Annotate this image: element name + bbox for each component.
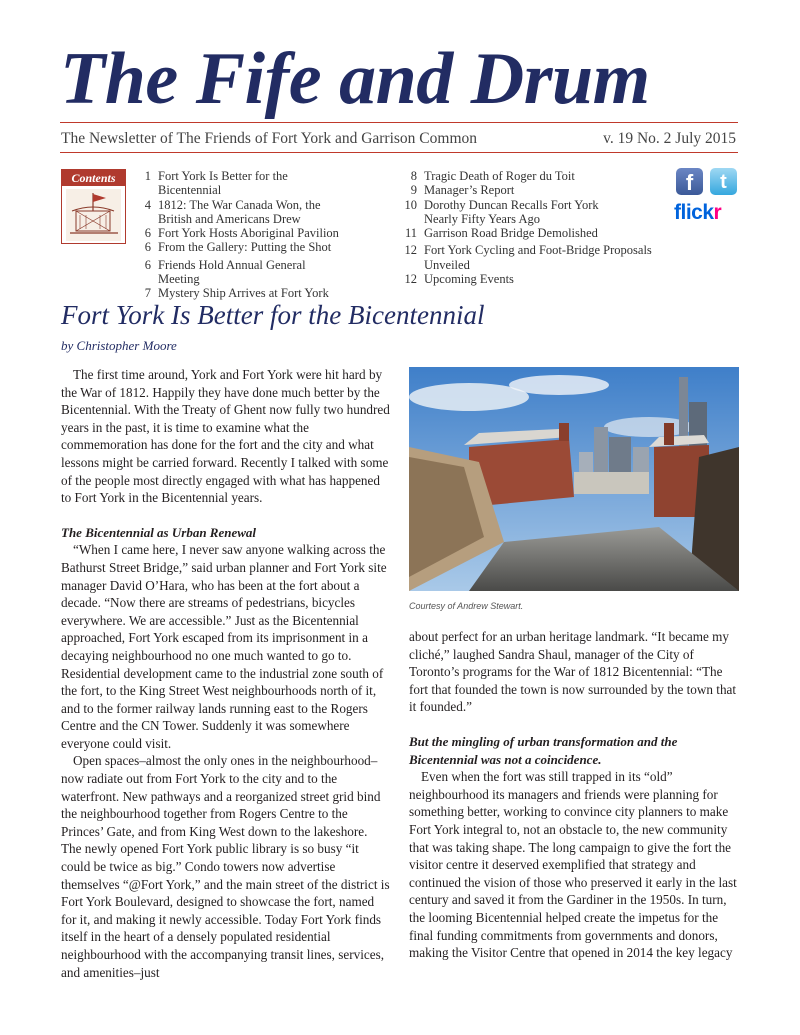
toc-left	[135, 169, 350, 301]
section-heading: The Bicentennial as Urban Renewal	[61, 524, 257, 540]
toc-title: From the Gallery: Putting the Shot	[158, 240, 332, 255]
toc-item[interactable]	[401, 198, 631, 227]
flickr-logo-part: flick	[674, 201, 714, 224]
paragraph: Even when the fort was still trapped in its “old” neighbourhood its managers and friends were planning for something better, working to convince city planners to make Fort York integral to, not an obstacle to, the new community that was taking shape. The long campaign to give the fort the visitor centre it deserved exemplified that strategy and continued the vision of those who preserved it early in the last century and saved it from the Gardiner in the 1950s. In turn, the looming Bicentennial helped create the impetus for the final funding commitments from governments and donors, making the Visitor Centre that opened in 2014 the key legacy	[409, 769, 737, 961]
paragraph: The first time around, York and Fort York were hit hard by the War of 1812. Happily they have done much better by the Bicentennial. With the Treaty of Ghent now fully two hundred years in the past, it is time to examine what the commemoration has done for the fort and the city and what lessons might be carried forward. Recently I talked with some of the people most directly engaged with what has happened to Fort York in the Bicentennial years.	[61, 367, 390, 506]
toc-title: Tragic Death of Roger du Toit	[424, 169, 575, 183]
toc-page: 12	[404, 243, 417, 258]
twitter-icon[interactable]: t	[710, 168, 737, 195]
toc-title: 1812: The War Canada Won, the British and Americans Drew	[158, 197, 321, 226]
paragraph: Open spaces–almost the only ones in the neighbourhood–now radiate out from Fort York to the city and to the waterfront. New pathways and a reorganized street grid bind the neighbourhood together from Rogers Centre to the Princes’ Gate, and from King West down to the lakeshore. The newly opened Fort York public library is so busy “it could be twice as big.” Condo towers now advertise themselves “@Fort York,” and the main street of the district is Fort York Boulevard, designed to showcase the fort, named for it, and making it newly accessible. Today Fort York finds itself in the heart of a densely populated residential neighbourhood with the accompanying transit lines, services, and amenities–just	[61, 753, 390, 980]
toc-page: 6	[144, 226, 151, 241]
toc-title: Friends Hold Annual General Meeting	[158, 257, 306, 287]
paragraph: “When I came here, I never saw anyone walking across the Bathurst Street Bridge,” said urban planner and Fort York site manager David O’Hara, who has been at the fort about a decade. “Now there are streams of pedestrians, bicycles everywhere. We are accessible.” Just as the Bicentennial approached, Fort York escaped from its imprisonment in a decaying neighbourhood no one much wanted to go to. Residential development came to the industrial zone south of the fort, to the King Street West neighbourhoods north of it, and to the former railway lands running east to the Rogers Centre and the CN Tower. Suddenly it was somewhere everyone could visit.	[61, 542, 387, 751]
contents-label: Contents	[62, 170, 125, 186]
toc-title: Fort York Is Better for the Bicentennial	[158, 169, 288, 198]
article-headline: Fort York Is Better for the Bicentennial	[61, 300, 485, 330]
toc-title: Fort York Cycling and Foot-Bridge Proposals Unveiled	[424, 243, 652, 272]
toc-page: 7	[144, 286, 151, 301]
toc-item[interactable]	[401, 169, 696, 183]
article-column-right	[409, 628, 739, 962]
facebook-icon[interactable]: f	[676, 168, 703, 195]
toc-page: 1	[144, 169, 151, 183]
toc-item[interactable]	[135, 226, 350, 240]
toc-title: Dorothy Duncan Recalls Fort York Nearly Fifty Years Ago	[424, 197, 599, 226]
flickr-icon[interactable]	[674, 201, 721, 225]
toc-page: 6	[144, 257, 151, 272]
toc-title: Mystery Ship Arrives at Fort York	[158, 286, 329, 301]
toc-item[interactable]	[401, 272, 696, 286]
masthead-title: The Fife and Drum	[60, 38, 650, 120]
flickr-logo-part: r	[713, 201, 722, 224]
masthead-rule-bottom	[60, 152, 738, 153]
toc-page: 8	[410, 169, 417, 183]
newsletter-subtitle: The Newsletter of The Friends of Fort York and Garrison Common	[61, 130, 478, 147]
toc-item[interactable]	[135, 198, 350, 227]
toc-page: 12	[404, 272, 417, 287]
toc-item[interactable]	[135, 286, 350, 300]
toc-page: 10	[404, 197, 417, 212]
paragraph: about perfect for an urban heritage landmark. “It became my cliché,” laughed Sandra Shaul, manager of the City of Toronto’s programs for the War of 1812 Bicentennial: “The fort that founded the town is now surrounded by the town that it founded.”	[409, 629, 737, 715]
toc-item[interactable]	[135, 169, 350, 198]
section-heading: But the mingling of urban transformation and the Bicentennial was not a coincidence.	[409, 733, 678, 767]
toc-item[interactable]	[401, 226, 696, 240]
article-column-left	[61, 366, 390, 981]
toc-item[interactable]	[401, 183, 696, 197]
toc-title: Garrison Road Bridge Demolished	[424, 226, 598, 241]
article-byline: by Christopher Moore	[61, 338, 177, 353]
toc-title: Fort York Hosts Aboriginal Pavilion	[158, 226, 339, 241]
toc-page: 6	[144, 240, 151, 255]
toc-item[interactable]	[135, 258, 350, 287]
toc-page: 4	[144, 197, 151, 212]
toc-title: Upcoming Events	[424, 272, 514, 287]
issue-info: v. 19 No. 2 July 2015	[603, 130, 736, 147]
masthead-rule-top	[60, 122, 738, 123]
toc-item[interactable]	[401, 243, 696, 272]
fort-york-photo	[409, 367, 739, 591]
contents-box	[61, 169, 126, 244]
toc-item[interactable]	[135, 240, 350, 254]
toc-title: Manager’s Report	[424, 183, 515, 198]
toc-right	[401, 169, 696, 286]
toc-page: 9	[410, 183, 417, 198]
toc-page: 11	[404, 226, 417, 241]
fort-engraving-icon	[66, 189, 121, 241]
photo-caption: Courtesy of Andrew Stewart.	[409, 601, 524, 611]
